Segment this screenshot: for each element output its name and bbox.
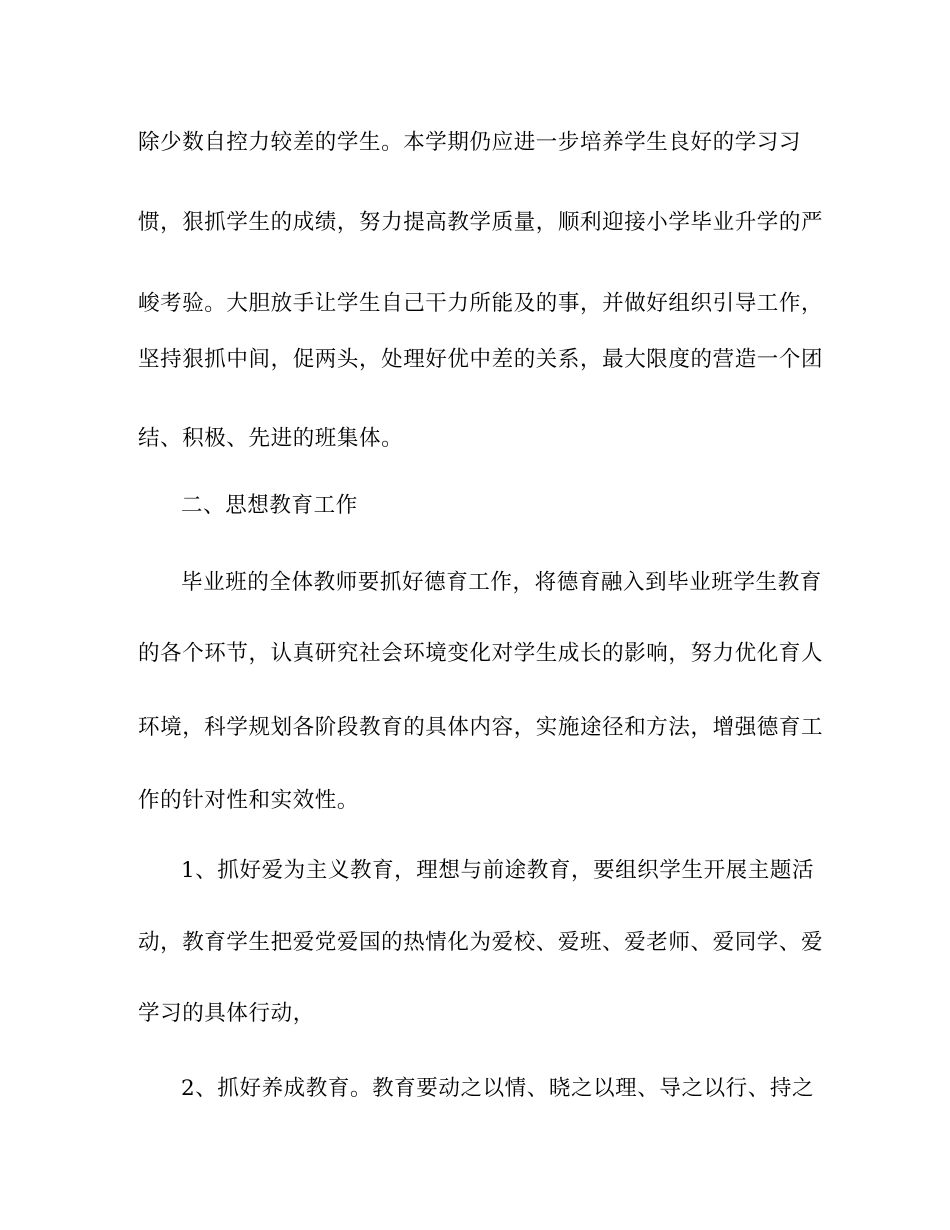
list-item-line: 2、抓好养成教育。教育要动之以情、晓之以理、导之以行、持之 (181, 1076, 815, 1101)
paragraph-line: 的各个环节，认真研究社会环境变化对学生成长的影响，努力优化育人 (138, 641, 824, 666)
paragraph-line: 结、积极、先进的班集体。 (138, 426, 404, 451)
section-heading: 二、思想教育工作 (181, 493, 358, 518)
paragraph-line: 惯，狠抓学生的成绩，努力提高教学质量，顺利迎接小学毕业升学的严 (138, 210, 824, 235)
list-item-line: 学习的具体行动， (138, 1001, 315, 1026)
paragraph-line: 环境，科学规划各阶段教育的具体内容，实施途径和方法，增强德育工 (138, 715, 824, 740)
paragraph-line: 坚持狠抓中间，促两头，处理好优中差的关系，最大限度的营造一个团 (138, 347, 824, 372)
paragraph-line: 峻考验。大胆放手让学生自己干力所能及的事，并做好组织引导工作， (138, 291, 824, 316)
paragraph-line: 作的针对性和实效性。 (138, 788, 360, 813)
list-item-line: 1、抓好爱为主义教育，理想与前途教育，要组织学生开展主题活 (181, 858, 815, 883)
paragraph-line: 除少数自控力较差的学生。本学期仍应进一步培养学生良好的学习习 (138, 130, 802, 155)
paragraph-line: 毕业班的全体教师要抓好德育工作，将德育融入到毕业班学生教育 (181, 570, 822, 595)
list-item-line: 动，教育学生把爱党爱国的热情化为爱校、爱班、爱老师、爱同学、爱 (138, 930, 824, 955)
